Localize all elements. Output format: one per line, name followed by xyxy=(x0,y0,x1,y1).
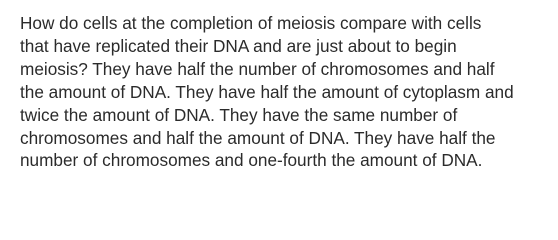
question-line: meiosis? They have half the number of chromosomes and half xyxy=(20,58,495,79)
question-line: the amount of DNA. They have half the amount of cytoplasm and xyxy=(20,81,514,102)
question-line: chromosomes and half the amount of DNA. They have half the xyxy=(20,127,496,148)
question-line: How do cells at the completion of meiosis compare with cells xyxy=(20,13,482,33)
question-text xyxy=(20,12,542,172)
question-line: number of chromosomes and one-fourth the amount of DNA. xyxy=(20,150,483,171)
question-line: that have replicated their DNA and are just about to begin xyxy=(20,35,457,56)
question-line: twice the amount of DNA. They have the same number of xyxy=(20,104,458,125)
